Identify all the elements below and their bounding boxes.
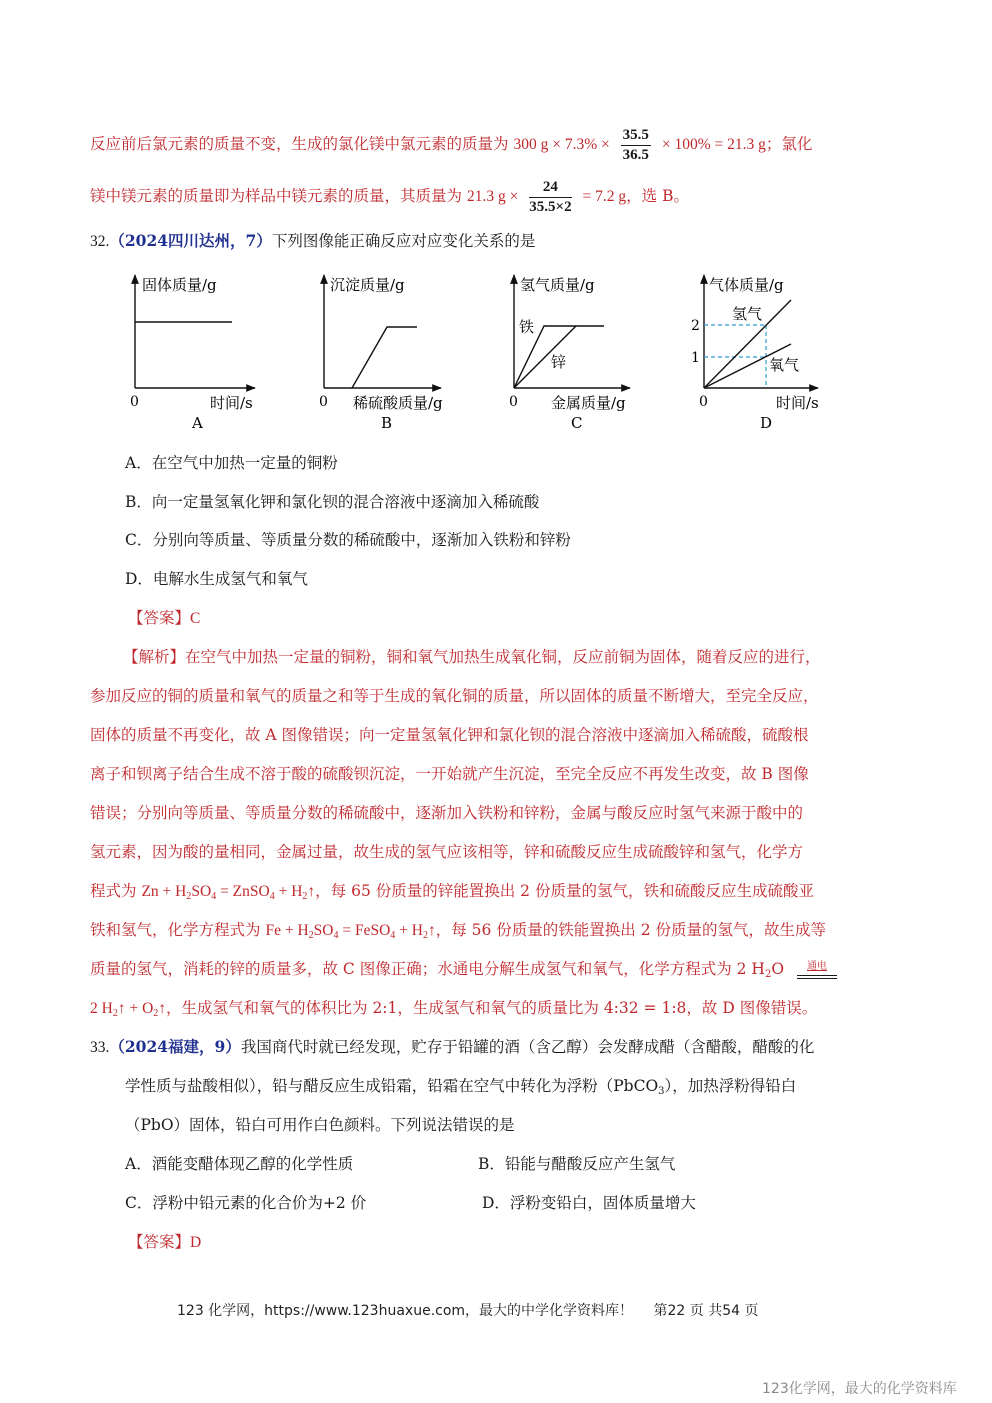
y-axis-label: 固体质量/g xyxy=(142,276,217,294)
text: 程式为 xyxy=(90,882,137,900)
option-c: C．分别向等质量、等质量分数的稀硫酸中，逐渐加入铁粉和锌粉 xyxy=(125,531,571,549)
graph-label: C xyxy=(571,414,583,432)
analysis-line-9: 质量的氢气，消耗的锌的质量多，故 C 图像正确；水通电分解生成氢气和氧气，化学方程式为 2 $H_2O$ 通电 xyxy=(90,959,837,985)
question-text: 我国商代时就已经发现，贮存于铅罐的酒（含乙醇）会发酵成醋（含醋酸，醋酸的化 xyxy=(240,1038,815,1056)
option-c: C．浮粉中铅元素的化合价为+2 价 xyxy=(125,1194,367,1212)
answer-label: 【答案】 xyxy=(128,609,191,627)
text: ，每 56 份质量的铁能置换出 2 份质量的氢气，故生成等 xyxy=(435,921,827,939)
question-source: （2024福建，9） xyxy=(109,1037,241,1056)
text: ，每 65 份质量的锌能置换出 2 份质量的氢气，铁和硫酸反应生成硫酸亚 xyxy=(315,882,814,900)
hydrogen-label: 氢气 xyxy=(732,305,763,323)
page-footer xyxy=(177,1300,758,1320)
x-axis-label: 金属质量/g xyxy=(551,394,626,412)
analysis-line-3: 固体的质量不再变化，故 A 图像错误；向一定量氢氧化钾和氯化钡的混合溶液中逐滴加入稀硫酸，硫酸根 xyxy=(90,726,809,744)
expression: 21.3 g × xyxy=(466,188,519,205)
y-axis-label: 氢气质量/g xyxy=(520,276,595,294)
text: ；氯化 xyxy=(765,135,813,153)
condition-label: 通电 xyxy=(806,960,827,972)
graph-label: A xyxy=(192,414,203,432)
footer-text: 123 化学网，https://www.123huaxue.com，最大的中学化学资料库！ xyxy=(177,1303,634,1319)
text: ，选 B。 xyxy=(626,187,689,205)
y-axis-label: 沉淀质量/g xyxy=(330,276,405,294)
products: 2 $H_2↑$ + $O_2↑$ xyxy=(90,1000,167,1019)
x-axis-label: 时间/s xyxy=(210,394,253,412)
equals-bar xyxy=(797,975,837,979)
answer-value: C xyxy=(190,610,201,627)
question-number: 33. xyxy=(90,1039,110,1056)
analysis-text: 在空气中加热一定量的铜粉，铜和氧气加热生成氧化铜，反应前铜为固体，随着反应的进行， xyxy=(185,648,821,666)
question-33-stem-line-3: （PbO）固体，铅白可用作白色颜料。下列说法错误的是 xyxy=(125,1116,515,1134)
numerator: 35.5 xyxy=(621,126,651,146)
graph-label: B xyxy=(381,414,393,432)
question-text: ），加热浮粉得铅白 xyxy=(664,1077,797,1095)
iron-label: 铁 xyxy=(519,318,535,336)
text: 反应前后氯元素的质量不变，生成的氯化镁中氯元素的质量为 xyxy=(90,135,509,153)
y-tick-2: 2 xyxy=(691,318,700,334)
question-32-graphs xyxy=(0,0,992,440)
text: 镁中镁元素的质量即为样品中镁元素的质量，其质量为 xyxy=(90,187,463,205)
question-text: 下列图像能正确反应对应变化关系的是 xyxy=(271,232,536,250)
x-axis-label: 稀硫酸质量/g xyxy=(353,394,443,412)
denominator: 36.5 xyxy=(622,146,649,163)
analysis-line-8 xyxy=(90,920,826,946)
graph-b xyxy=(319,275,443,432)
iron-equation: $Fe + H_2SO_4$ = FeSO$_4$ + $H_2↑$ xyxy=(265,922,436,941)
answer-33 xyxy=(128,1232,201,1253)
x-axis-label: 时间/s xyxy=(776,394,819,412)
page-number: 第22 页 共54 页 xyxy=(653,1303,759,1319)
question-33-stem-line-1 xyxy=(90,1037,814,1058)
option-b: B．向一定量氢氧化钾和氯化钡的混合溶液中逐滴加入稀硫酸 xyxy=(125,493,540,511)
origin-label: 0 xyxy=(319,394,328,410)
expression: = 7.2 g xyxy=(582,188,627,205)
option-a: A．在空气中加热一定量的铜粉 xyxy=(125,454,338,472)
option-a: A．酒能变醋体现乙醇的化学性质 xyxy=(125,1155,354,1173)
question-source: （2024四川达州，7） xyxy=(109,231,272,250)
analysis-line-1 xyxy=(123,647,821,667)
option-d: D．电解水生成氢气和氧气 xyxy=(125,570,308,588)
zinc-equation: $Zn + H_2SO_4$ = ZnSO$_4$ + $H_2↑$ xyxy=(141,883,316,902)
answer-32 xyxy=(128,608,200,629)
option-d: D．浮粉变铅白，固体质量增大 xyxy=(482,1194,696,1212)
graph-d xyxy=(691,275,819,432)
text: 铁和氢气，化学方程式为 xyxy=(90,921,261,939)
text: 质量的氢气，消耗的锌的质量多，故 C 图像正确；水通电分解生成氢气和氧气，化学方程式为 2 H xyxy=(90,960,765,978)
expression: 300 g × 7.3% × xyxy=(513,136,610,153)
origin-label: 0 xyxy=(509,394,518,410)
graph-b-line xyxy=(352,327,417,388)
analysis-line-2: 参加反应的铜的质量和氧气的质量之和等于生成的氧化铜的质量，所以固体的质量不断增大，至完全反应， xyxy=(90,687,819,705)
denominator: 35.5×2 xyxy=(529,198,572,215)
analysis-line-5: 错误；分别向等质量、等质量分数的稀硫酸中，逐渐加入铁粉和锌粉，金属与酸反应时氢气来源于酸中的 xyxy=(90,804,804,822)
origin-label: 0 xyxy=(699,394,708,410)
reaction-condition xyxy=(797,962,837,979)
analysis-line-7 xyxy=(90,881,814,907)
text: O xyxy=(771,960,785,978)
analysis-label: 【解析】 xyxy=(123,648,186,666)
question-number: 32. xyxy=(90,233,110,250)
graph-label: D xyxy=(760,414,773,432)
question-33-stem-line-2: 学性质与盐酸相似），铅与醋反应生成铅霜，铅霜在空气中转化为浮粉（PbCO$_3$），加热浮粉得铅白 xyxy=(125,1077,797,1097)
answer-value: D xyxy=(190,1234,202,1251)
y-tick-1: 1 xyxy=(691,350,700,366)
y-axis-label: 气体质量/g xyxy=(709,276,784,294)
oxygen-label: 氧气 xyxy=(769,356,800,374)
origin-label: 0 xyxy=(130,394,139,410)
analysis-line-6: 氢元素，因为酸的量相同，金属过量，故生成的氢气应该相等，锌和硫酸反应生成硫酸锌和氢气，化学方 xyxy=(90,843,804,861)
question-text: 学性质与盐酸相似），铅与醋反应生成铅霜，铅霜在空气中转化为浮粉（PbCO xyxy=(125,1077,659,1095)
watermark: 123化学网，最大的化学资料库 xyxy=(762,1381,957,1397)
analysis-line-4: 离子和钡离子结合生成不溶于酸的硫酸钡沉淀，一开始就产生沉淀，至完全反应不再发生改变，故 B 图像 xyxy=(90,765,809,783)
expression: × 100% = 21.3 g xyxy=(661,136,766,153)
numerator: 24 xyxy=(529,178,571,198)
graph-a xyxy=(130,275,255,432)
graph-c xyxy=(509,275,630,432)
answer-label: 【答案】 xyxy=(128,1233,191,1251)
option-b: B．铅能与醋酸反应产生氢气 xyxy=(478,1155,676,1173)
text: ，生成氢气和氧气的体积比为 2:1，生成氢气和氧气的质量比为 4:32 = 1:8，故 D 图像错误。 xyxy=(166,999,818,1017)
zinc-label: 锌 xyxy=(551,353,567,371)
analysis-line-10 xyxy=(90,998,817,1024)
